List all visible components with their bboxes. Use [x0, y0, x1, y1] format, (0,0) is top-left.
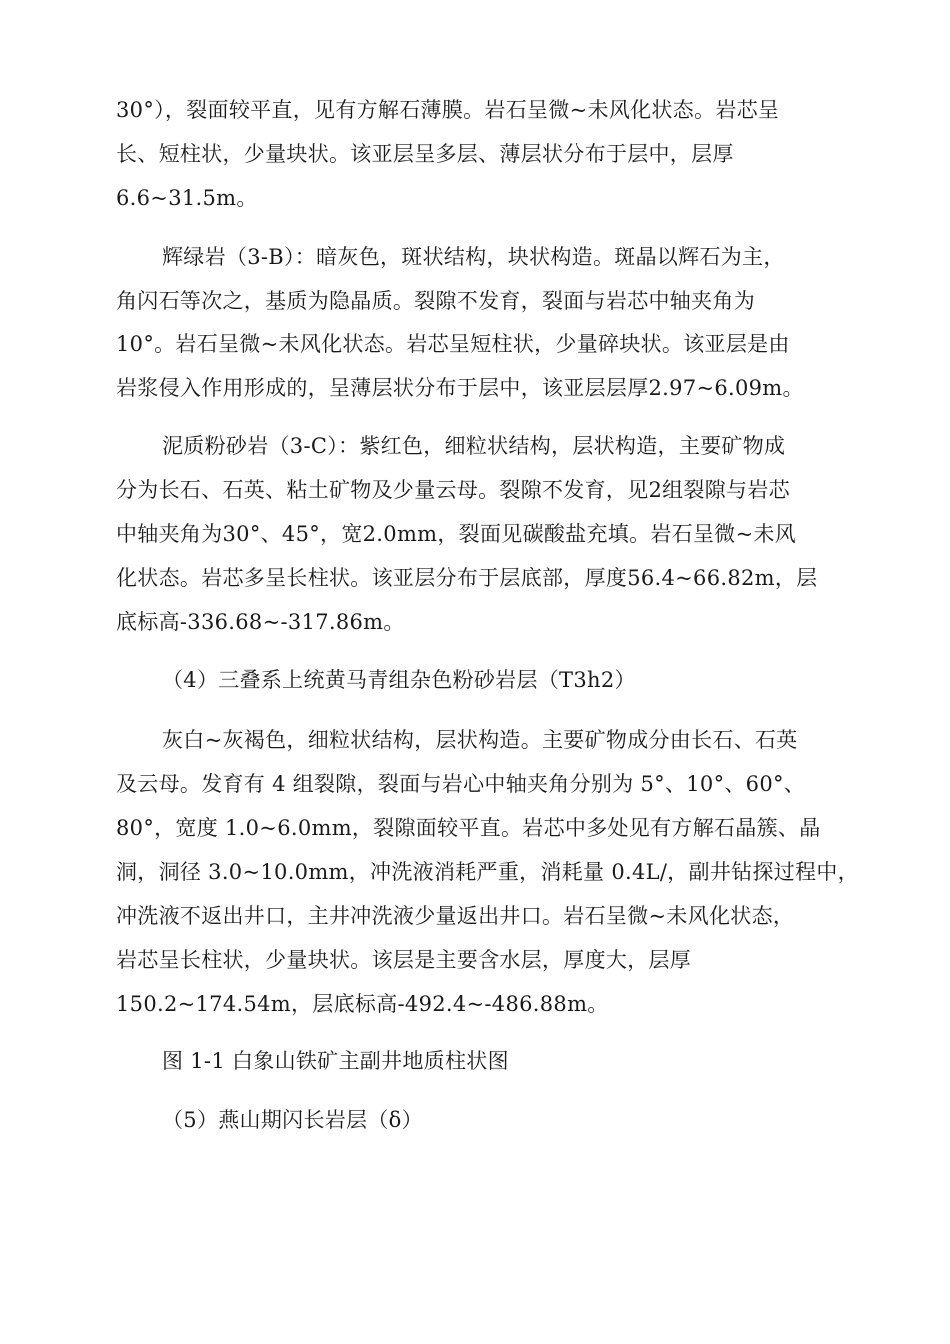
paragraph-5-line-4: 洞，洞径 3.0~10.0mm，冲洗液消耗严重，消耗量 0.4L/，副井钻探过程中， — [116, 860, 859, 884]
paragraph-2-line-2: 角闪石等次之，基质为隐晶质。裂隙不发育，裂面与岩芯中轴夹角为 — [116, 289, 755, 313]
section-heading-4: （4）三叠系上统黄马青组杂色粉砂岩层（T3h2） — [162, 668, 636, 692]
paragraph-2-line-4: 岩浆侵入作用形成的，呈薄层状分布于层中，该亚层层厚2.97~6.09m。 — [116, 376, 804, 400]
paragraph-3-line-3: 中轴夹角为30°、45°，宽2.0mm，裂面见碳酸盐充填。岩石呈微~未风 — [116, 522, 797, 546]
paragraph-1-line-1: 30°），裂面较平直，见有方解石薄膜。岩石呈微~未风化状态。岩芯呈 — [116, 98, 780, 122]
paragraph-3-line-2: 分为长石、石英、粘土矿物及少量云母。裂隙不发育，见2组裂隙与岩芯 — [116, 478, 790, 502]
paragraph-3-line-5: 底标高-336.68~-317.86m。 — [116, 610, 405, 634]
figure-caption: 图 1-1 白象山铁矿主副井地质柱状图 — [162, 1049, 509, 1073]
paragraph-5-line-6: 岩芯呈长柱状，少量块状。该层是主要含水层，厚度大，层厚 — [116, 948, 692, 972]
paragraph-1-line-2: 长、短柱状，少量块状。该亚层呈多层、薄层状分布于层中，层厚 — [116, 142, 734, 166]
paragraph-5-line-7: 150.2~174.54m，层底标高-492.4~-486.88m。 — [116, 992, 609, 1016]
paragraph-5-line-1: 灰白~灰褐色，细粒状结构，层状构造。主要矿物成分由长石、石英 — [162, 728, 798, 752]
paragraph-3-line-1: 泥质粉砂岩（3-C）：紫红色，细粒状结构，层状构造，主要矿物成 — [162, 434, 786, 458]
paragraph-5-line-5: 冲洗液不返出井口，主井冲洗液少量返出井口。岩石呈微~未风化状态， — [116, 904, 795, 928]
paragraph-1-line-3: 6.6~31.5m。 — [116, 186, 258, 210]
paragraph-3-line-4: 化状态。岩芯多呈长柱状。该亚层分布于层底部，厚度56.4~66.82m，层 — [116, 566, 818, 590]
paragraph-5-line-2: 及云母。发育有 4 组裂隙，裂面与岩心中轴夹角分别为 5°、10°、60°、 — [116, 772, 806, 796]
paragraph-2-line-1: 辉绿岩（3-B）：暗灰色，斑状结构，块状构造。斑晶以辉石为主， — [162, 245, 785, 269]
paragraph-2-line-3: 10°。岩石呈微~未风化状态。岩芯呈短柱状，少量碎块状。该亚层是由 — [116, 332, 790, 356]
section-heading-5: （5）燕山期闪长岩层（δ） — [162, 1108, 423, 1132]
paragraph-5-line-3: 80°，宽度 1.0~6.0mm，裂隙面较平直。岩芯中多处见有方解石晶簇、晶 — [116, 816, 821, 840]
